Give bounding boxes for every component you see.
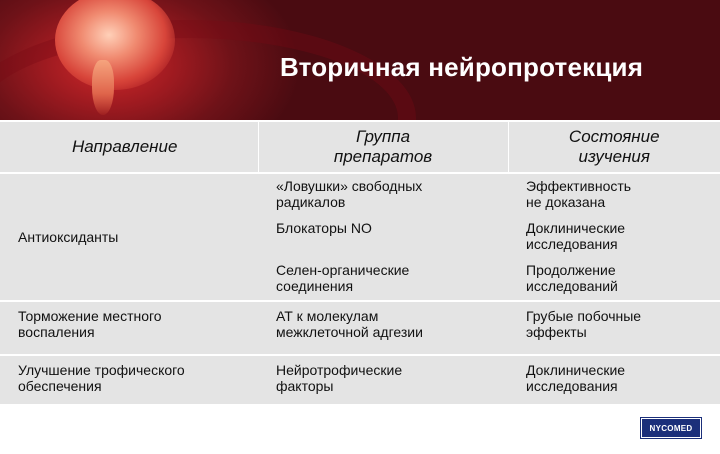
header-state: Состояние изучения bbox=[508, 122, 720, 173]
header-direction: Направление bbox=[72, 137, 178, 156]
slide-title: Вторичная нейропротекция bbox=[280, 52, 644, 82]
table-cell: Доклинические исследования bbox=[508, 355, 720, 410]
header-group: Группа препаратов bbox=[258, 122, 508, 173]
data-table bbox=[0, 122, 720, 410]
table-header-row bbox=[0, 122, 720, 173]
brain-stem-image bbox=[92, 60, 114, 115]
table-cell: Улучшение трофического обеспечения bbox=[0, 355, 258, 410]
table-cell: АТ к молекулам межклеточной адгезии bbox=[258, 301, 508, 355]
table-row bbox=[0, 301, 720, 355]
table-cell: Блокаторы NO bbox=[276, 220, 372, 236]
table-cell: Эффективность не доказана bbox=[508, 173, 720, 216]
table-cell: Селен-органические соединения bbox=[276, 262, 410, 294]
table-cell: Доклинические исследования bbox=[526, 220, 626, 252]
table-cell: Торможение местного воспаления bbox=[0, 301, 258, 355]
slide-header bbox=[0, 0, 720, 120]
cell-antioxidants: Антиоксиданты bbox=[0, 173, 258, 301]
table-cell: Нейротрофические факторы bbox=[258, 355, 508, 410]
data-table-area bbox=[0, 122, 720, 404]
nycomed-logo: NYCOMED bbox=[641, 418, 701, 438]
table-cell: «Ловушки» свободных радикалов bbox=[258, 173, 508, 216]
table-row bbox=[0, 355, 720, 410]
table-cell: Грубые побочные эффекты bbox=[508, 301, 720, 355]
table-cell: Продолжение исследований bbox=[526, 262, 618, 294]
table-row bbox=[0, 173, 720, 216]
